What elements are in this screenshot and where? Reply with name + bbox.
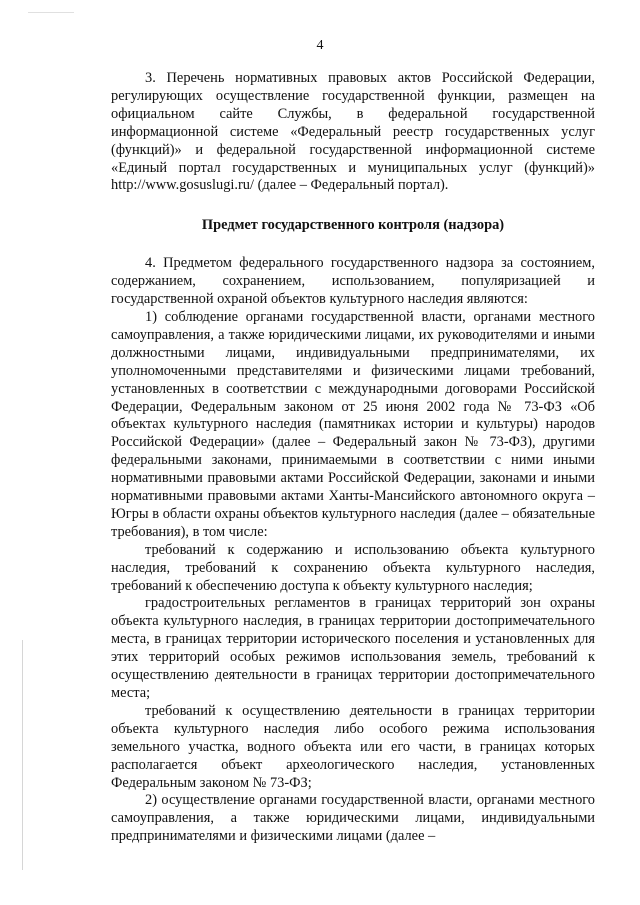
paragraph-item-1: 1) соблюдение органами государственной власти, органами местного самоуправления, а также юридическими лицами, их руководителями и иными должностными лицами, индивидуальными предпринимателями, их уполномоченными представителями и физическими лицами требований, установленных в соответствии с международными договорами Российской Федерации, Федеральным законом от 25 июня 2002 года № 73-ФЗ «Об объектах культурного наследия (памятниках истории и культуры) народов Российской Федерации» (далее – Федеральный закон № 73-ФЗ), другими федеральными законами, принимаемыми в соответствии с ними иными нормативными правовыми актами Российской Федерации, законами и иными нормативными правовыми актами Ханты-Мансийского автономного округа – Югры в области охраны объектов культурного наследия (далее – обязательные требования), в том числе:	[111, 308, 595, 540]
document-body	[111, 70, 595, 846]
page-number: 4	[316, 38, 324, 53]
paragraph-content-requirements: требований к содержанию и использованию объекта культурного наследия, требований к сохранению объекта культурного наследия, требований к обеспечению доступа к объекту культурного наследия;	[111, 541, 595, 594]
scan-artifact	[28, 12, 74, 13]
paragraph-activity-requirements: требований к осуществлению деятельности в границах территории объекта культурного наследия либо особого режима использования земельного участка, водного объекта или его части, в границах которых располагается объект археологического наследия, установленных Федеральным законом № 73-ФЗ;	[111, 702, 595, 791]
paragraph-4-subject: 4. Предметом федерального государственного надзора за состоянием, содержанием, сохранением, использованием, популяризацией и государственной охраной объектов культурного наследия являются:	[111, 255, 595, 308]
paragraph-3-regulatory-acts: 3. Перечень нормативных правовых актов Российской Федерации, регулирующих осуществление государственной функции, размещен на официальном сайте Службы, в федеральной государственной информационной системе «Федеральный реестр государственных услуг (функций)» и федеральной государственной информационной системе «Единый портал государственных и муниципальных услуг (функций)» http://www.gosuslugi.ru/ (далее – Федеральный портал).	[111, 70, 595, 194]
section-heading: Предмет государственного контроля (надзора)	[201, 217, 505, 234]
paragraph-item-2: 2) осуществление органами государственной власти, органами местного самоуправления, а также юридическими лицами, индивидуальными предпринимателями и физическими лицами (далее –	[111, 792, 595, 845]
paragraph-urban-regulations: градостроительных регламентов в границах территорий зон охраны объекта культурного наследия, в границах территории достопримечательного места, в границах территории исторического поселения и установленных для этих территорий особых режимов использования земель, требований к осуществлению деятельности в границах территории достопримечательного места;	[111, 595, 595, 701]
scan-artifact	[22, 640, 23, 870]
